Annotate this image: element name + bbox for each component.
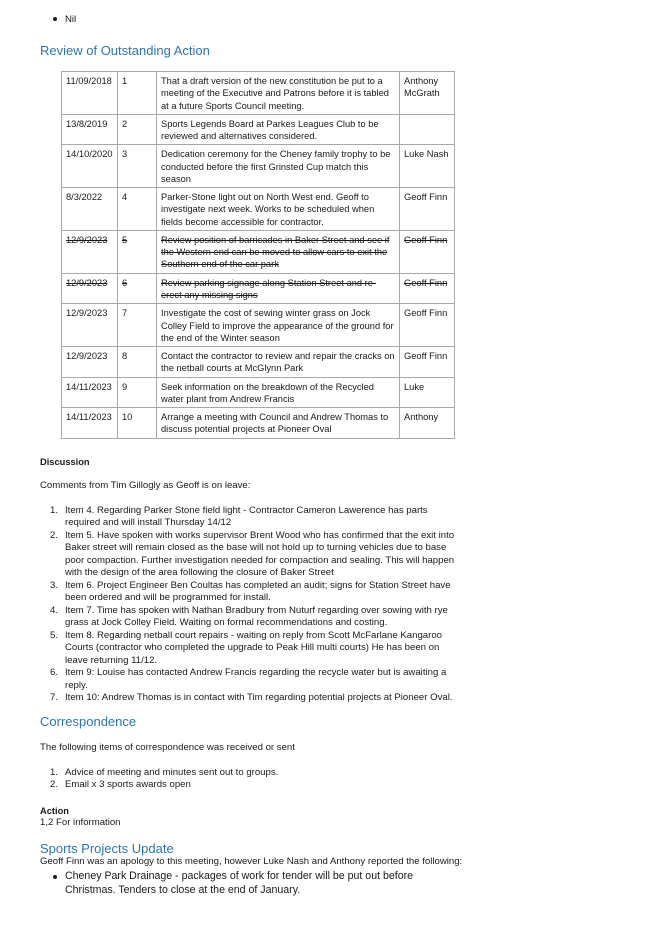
list-item bbox=[40, 692, 460, 704]
action-number: 8 bbox=[118, 347, 157, 378]
action-owner: Anthony McGrath bbox=[400, 72, 455, 115]
discussion-list bbox=[40, 505, 460, 705]
action-description: Contact the contractor to review and repair the cracks on the netball courts at McGlynn Park bbox=[157, 347, 400, 378]
action-number: 4 bbox=[118, 188, 157, 231]
outstanding-actions-table bbox=[61, 71, 455, 439]
list-number: 1. bbox=[50, 767, 59, 778]
action-description: Review parking signage along Station Street and re-erect any missing signs bbox=[157, 273, 400, 304]
bullet-text: Cheney Park Drainage - packages of work for tender will be put out before Christmas. Tenders to close at the end of January. bbox=[65, 870, 414, 897]
list-text: Email x 3 sports awards open bbox=[65, 779, 191, 791]
discussion-label: Discussion bbox=[40, 457, 90, 467]
action-number: 6 bbox=[118, 273, 157, 304]
list-text: Item 8. Regarding netball court repairs - waiting on reply from Scott McFarlane Kangaroo Courts (contractor who completed the upgrade to Peak Hill multi courts) He has been on leave returning 11/12. bbox=[65, 629, 442, 666]
action-owner: Anthony bbox=[400, 408, 455, 439]
action-text: 1,2 For information bbox=[40, 817, 121, 828]
sports-projects-heading: Sports Projects Update bbox=[40, 841, 174, 856]
list-text: Item 5. Have spoken with works supervisor Brent Wood who has confirmed that the exit into Baker street will remain closed as the base will not hold up to turning vehicles due to base poor compaction. Further investigation needed for compaction and sealing. This will happen with the design of the area following the closure of Baker Street bbox=[65, 529, 455, 579]
action-number: 5 bbox=[118, 230, 157, 273]
action-owner: Geoff Finn bbox=[400, 188, 455, 231]
action-row bbox=[62, 273, 455, 304]
action-description: Sports Legends Board at Parkes Leagues Club to be reviewed and alternatives considered. bbox=[157, 114, 400, 145]
list-item bbox=[40, 530, 460, 580]
review-heading: Review of Outstanding Action bbox=[40, 43, 210, 58]
action-description: That a draft version of the new constitution be put to a meeting of the Executive and Patrons before it is tabled at a future Sports Council meeting. bbox=[157, 72, 400, 115]
list-number: 2. bbox=[50, 779, 59, 791]
action-date: 14/11/2023 bbox=[62, 377, 118, 408]
list-number: 5. bbox=[50, 629, 59, 641]
action-description: Arrange a meeting with Council and Andrew Thomas to discuss potential projects at Pioneer Oval bbox=[157, 408, 400, 439]
nil-bullet bbox=[53, 14, 76, 26]
action-owner: Geoff Finn bbox=[400, 230, 455, 273]
action-number: 10 bbox=[118, 408, 157, 439]
bullet-item bbox=[52, 869, 452, 898]
list-text: Item 6. Project Engineer Ben Coultas has completed an audit; signs for Station Street have been ordered and will be programmed for install. bbox=[65, 579, 451, 604]
action-date: 14/11/2023 bbox=[62, 408, 118, 439]
action-description: Investigate the cost of sewing winter grass on Jock Colley Field to improve the appearance of the ground for the end of the Winter season bbox=[157, 304, 400, 347]
action-date: 13/8/2019 bbox=[62, 114, 118, 145]
action-row bbox=[62, 304, 455, 347]
action-owner: Luke bbox=[400, 377, 455, 408]
action-description: Seek information on the breakdown of the Recycled water plant from Andrew Francis bbox=[157, 377, 400, 408]
list-text: Item 10: Andrew Thomas is in contact with Tim regarding potential projects at Pioneer Oval. bbox=[65, 692, 453, 704]
action-number: 9 bbox=[118, 377, 157, 408]
action-owner bbox=[400, 114, 455, 145]
action-number: 2 bbox=[118, 114, 157, 145]
list-number: 3. bbox=[50, 579, 59, 591]
correspondence-intro: The following items of correspondence was received or sent bbox=[40, 742, 295, 753]
list-text: Item 7. Time has spoken with Nathan Bradbury from Nuturf regarding over sowing with rye grass at Jock Colley Field. Waiting on formal recommendations and costing. bbox=[65, 604, 448, 629]
action-row bbox=[62, 145, 455, 188]
list-number: 1. bbox=[50, 505, 59, 516]
action-owner: Geoff Finn bbox=[400, 347, 455, 378]
action-owner: Luke Nash bbox=[400, 145, 455, 188]
discussion-intro: Comments from Tim Gillogly as Geoff is on leave: bbox=[40, 480, 251, 491]
correspondence-list bbox=[40, 767, 460, 792]
action-date: 12/9/2023 bbox=[62, 230, 118, 273]
action-number: 1 bbox=[118, 72, 157, 115]
action-date: 12/9/2023 bbox=[62, 347, 118, 378]
sports-projects-list bbox=[52, 869, 452, 898]
action-date: 8/3/2022 bbox=[62, 188, 118, 231]
action-label: Action bbox=[40, 806, 69, 816]
list-item bbox=[40, 630, 460, 667]
list-item bbox=[40, 779, 460, 791]
nil-text: Nil bbox=[65, 14, 77, 25]
list-item bbox=[40, 605, 460, 630]
action-description: Parker-Stone light out on North West end. Geoff to investigate next week. Works to be scheduled when fields become accessible for contractor. bbox=[157, 188, 400, 231]
action-number: 7 bbox=[118, 304, 157, 347]
action-row bbox=[62, 377, 455, 408]
action-date: 14/10/2020 bbox=[62, 145, 118, 188]
list-number: 2. bbox=[50, 529, 59, 541]
action-description: Review position of barricades in Baker Street and see if the Western end can be moved to allow cars to exit the Southern end of the car park bbox=[157, 230, 400, 273]
list-text: Item 4. Regarding Parker Stone field light - Contractor Cameron Lawerence has parts required and will install Thursday 14/12 bbox=[65, 505, 428, 529]
action-row bbox=[62, 114, 455, 145]
actions-table-body bbox=[62, 72, 455, 439]
list-item bbox=[40, 767, 460, 779]
bullet-dot bbox=[53, 875, 57, 879]
action-date: 11/09/2018 bbox=[62, 72, 118, 115]
list-text: Item 9: Louise has contacted Andrew Francis regarding the recycle water but is awaiting a reply. bbox=[65, 667, 447, 691]
list-number: 4. bbox=[50, 604, 59, 616]
action-row bbox=[62, 72, 455, 115]
list-item bbox=[40, 667, 460, 692]
action-owner: Geoff Finn bbox=[400, 304, 455, 347]
action-owner: Geoff Finn bbox=[400, 273, 455, 304]
list-number: 7. bbox=[50, 692, 59, 704]
list-item bbox=[40, 505, 460, 530]
action-date: 12/9/2023 bbox=[62, 304, 118, 347]
action-row bbox=[62, 230, 455, 273]
action-row bbox=[62, 347, 455, 378]
action-row bbox=[62, 408, 455, 439]
action-date: 12/9/2023 bbox=[62, 273, 118, 304]
list-item bbox=[40, 580, 460, 605]
list-text: Advice of meeting and minutes sent out to groups. bbox=[65, 767, 279, 778]
action-number: 3 bbox=[118, 145, 157, 188]
action-row bbox=[62, 188, 455, 231]
sports-projects-intro: Geoff Finn was an apology to this meeting, however Luke Nash and Anthony reported the following: bbox=[40, 856, 463, 867]
list-number: 6. bbox=[50, 667, 59, 679]
correspondence-heading: Correspondence bbox=[40, 714, 137, 729]
bullet-dot bbox=[53, 17, 57, 21]
action-description: Dedication ceremony for the Cheney family trophy to be conducted before the first Grinsted Cup match this season bbox=[157, 145, 400, 188]
